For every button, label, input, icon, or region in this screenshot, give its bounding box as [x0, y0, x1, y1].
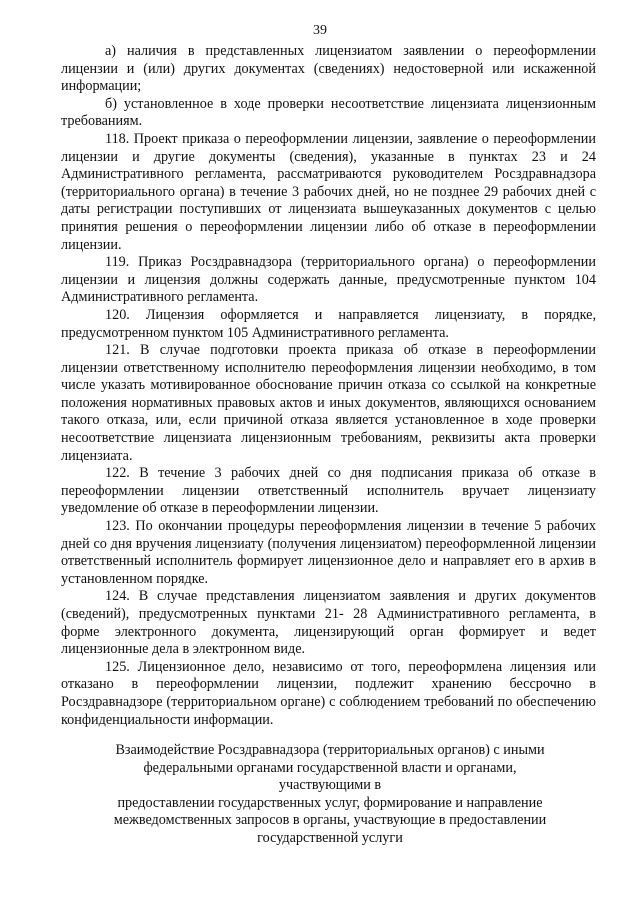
heading-line: государственной услуги: [257, 829, 403, 846]
heading-line: предоставлении государственных услуг, формирование и направление: [117, 794, 543, 811]
section-heading: [100, 742, 560, 848]
heading-line: межведомственных запросов в органы, участвующие в предоставлении: [113, 812, 547, 829]
paragraph-121: 121. В случае подготовки проекта приказа об отказе в переоформлении лицензии ответственному исполнителю переоформления лицензии необходимо, в том числе указать мотивированное обоснование причин отказа со ссылкой на конкретные положения нормативных правовых актов и иных документов, являющихся основанием такого отказа, или, если причиной отказа является установленное в ходе проверки несоответствие лицензиата лицензионным требованиям, реквизиты акта проверки лицензиата.: [61, 342, 596, 464]
page-number: 39: [313, 23, 327, 38]
paragraph-124: 124. В случае представления лицензиатом заявления и других документов (сведений), предусмотренных пунктами 21- 28 Административного регламента, в форме электронного документа, лицензирующий орган формирует и ведет лицензионные дела в электронном виде.: [61, 588, 596, 658]
paragraph-122: 122. В течение 3 рабочих дней со дня подписания приказа об отказе в переоформлении лицензии ответственный исполнитель вручает лицензиату уведомление об отказе в переоформлении лицензии.: [61, 465, 596, 517]
heading-line: Взаимодействие Росздравнадзора (территориальных органов) с иными: [115, 742, 545, 758]
paragraph-125: 125. Лицензионное дело, независимо от того, переоформлена лицензия или отказано в переоформлении лицензии, подлежит хранению бессрочно в Росздравнадзоре (территориальном органе) с соблюдением требований по обеспечению конфиденциальности информации.: [61, 658, 596, 728]
paragraph-119: 119. Приказ Росздравнадзора (территориального органа) о переоформлении лицензии и лицензия должны содержать данные, предусмотренные пунктом 104 Административного регламента.: [61, 254, 596, 306]
paragraph-120: 120. Лицензия оформляется и направляется лицензиату, в порядке, предусмотренном пунктом 105 Административного регламента.: [61, 306, 596, 341]
paragraph-a: а) наличия в представленных лицензиатом заявлении о переоформлении лицензии и (или) других документах (сведениях) недостоверной или искаженной информации;: [61, 43, 596, 95]
paragraph-123: 123. По окончании процедуры переоформления лицензии в течение 5 рабочих дней со дня вручения лицензиату (получения лицензиатом) переоформленной лицензии ответственный исполнитель формирует лицензионное дело и направляет его в архив в установленном порядке.: [61, 518, 596, 587]
document-body: [61, 43, 596, 729]
paragraph-b: б) установленное в ходе проверки несоответствие лицензиата лицензионным требованиям.: [61, 95, 596, 130]
heading-line: федеральными органами государственной власти и органами, участвующими в: [143, 759, 517, 794]
paragraph-118: 118. Проект приказа о переоформлении лицензии, заявление о переоформлении лицензии и другие документы (сведения), указанные в пунктах 23 и 24 Административного регламента, рассматриваются руководителем Росздравнадзора (территориального органа) в течение 3 рабочих дней, но не позднее 29 рабочих дней с даты регистрации поступивших от лицензиата вышеуказанных документов с целью принятия решения о переоформлении лицензии либо об отказе в переоформлении лицензии.: [61, 130, 596, 253]
